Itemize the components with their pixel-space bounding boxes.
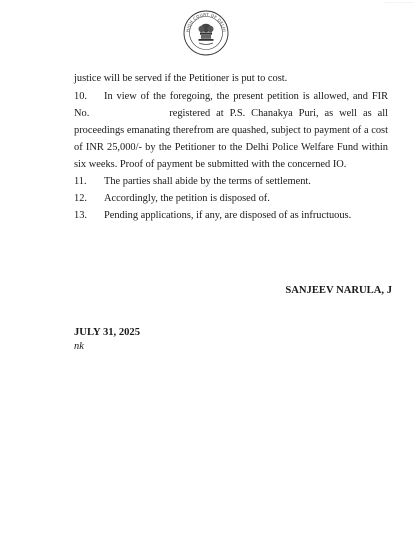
paragraph-number: 13. <box>74 210 87 221</box>
paragraph-10-continuation: registered at P.S. Chanakya Puri, as well as all proceedings emanating therefrom are quashed, subject to payment of a cost of INR 25,000/- by the Petitioner to the Delhi Police Welfare Fund within six weeks. Proof of payment be submitted with the concerned IO. <box>74 108 388 170</box>
paragraph-continued: justice will be served if the Petitioner is put to cost. <box>74 73 288 84</box>
judgment-body <box>74 70 388 224</box>
emblem-text: HIGH COURT OF DELHI <box>184 11 227 33</box>
paragraph-number: 10. <box>74 91 87 102</box>
paragraph-11 <box>74 173 388 190</box>
paragraph-number: 12. <box>74 193 87 204</box>
court-seal-icon <box>181 8 231 58</box>
paragraph-number: 11. <box>74 176 87 187</box>
paragraph-10 <box>74 88 388 173</box>
paragraph-12-text: Accordingly, the petition is disposed of. <box>104 193 270 204</box>
paragraph-13-text: Pending applications, if any, are disposed of as infructuous. <box>104 210 352 221</box>
paragraph-12 <box>74 190 388 207</box>
paragraph-10-text: In view of the foregoing, the present petition is allowed, and FIR No. <box>74 91 388 119</box>
corner-mark: ———— ————— <box>384 0 414 4</box>
paragraph-11-text: The parties shall abide by the terms of settlement. <box>104 176 311 187</box>
paragraph-13 <box>74 207 388 224</box>
judge-signature: SANJEEV NARULA, J <box>285 285 392 296</box>
judgment-date: JULY 31, 2025 <box>74 327 141 338</box>
typist-initials: nk <box>74 341 84 352</box>
